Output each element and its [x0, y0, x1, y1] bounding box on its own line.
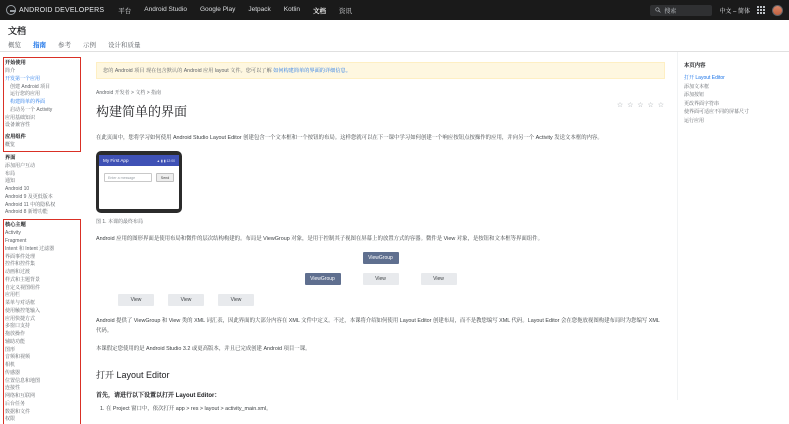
page-title: 文档	[8, 26, 27, 36]
top-right-group	[650, 5, 783, 16]
sidebar-item-intents[interactable]: Intent 和 Intent 过滤器	[5, 245, 55, 252]
notice-banner	[96, 62, 665, 79]
sidebar-item-permissions[interactable]: 权限	[5, 416, 16, 423]
sidebar-nav	[0, 52, 82, 423]
toc-heading: 本页内容	[684, 63, 706, 69]
language-selector[interactable]	[719, 6, 750, 15]
diagram-node-viewgroup: ViewGroup	[305, 273, 341, 285]
sidebar-heading-core-topics: 核心主题	[5, 222, 26, 229]
top-nav	[118, 6, 352, 15]
content-body	[0, 52, 789, 423]
doc-title: 构建简单的界面	[96, 104, 188, 119]
top-nav-android-studio[interactable]: Android Studio	[144, 5, 187, 13]
sidebar-group-core-topics	[5, 221, 79, 424]
diagram-node-view-c: View	[118, 294, 154, 306]
top-nav-jetpack[interactable]: Jetpack	[248, 5, 271, 13]
top-nav-news[interactable]: 资讯	[339, 7, 353, 15]
tab-samples[interactable]: 示例	[83, 42, 96, 49]
sidebar-item-drag-drop[interactable]: 拖放操作	[5, 331, 26, 337]
sidebar-item-run-app[interactable]: 运行您的应用	[10, 91, 41, 98]
sidebar-item-create-project[interactable]: 创建 Android 项目	[10, 83, 51, 90]
sidebar-item-sensors[interactable]: 传感器	[5, 369, 21, 376]
phone-body	[99, 166, 179, 189]
sidebar-item-animations[interactable]: 动画和过渡	[5, 269, 31, 275]
sidebar-item-activity[interactable]: Activity	[5, 230, 21, 237]
diagram-node-view-d: View	[168, 294, 204, 306]
diagram-node-view-a: View	[363, 273, 399, 285]
android-logo-icon	[6, 5, 16, 15]
toc-item-add-button[interactable]: 添加按钮	[684, 92, 705, 99]
sidebar-item-start-another-activity[interactable]: 启动另一个 Activity	[10, 106, 53, 113]
sidebar-item-network-internet[interactable]: 网络和互联网	[5, 393, 36, 399]
sidebar-item-graphics[interactable]: 图形	[5, 346, 16, 353]
sidebar-item-android-9-lower[interactable]: Android 9 及更低版本	[5, 193, 53, 200]
sidebar-item-fragment[interactable]: Fragment	[5, 238, 27, 244]
sidebar-item-notifications[interactable]: 通知	[5, 178, 16, 185]
message-input[interactable]: Enter a message	[104, 173, 152, 182]
rating-stars[interactable]: ☆ ☆ ☆ ☆ ☆	[616, 102, 665, 109]
tab-guides[interactable]: 指南	[33, 40, 46, 54]
sidebar-item-privacy-android-11[interactable]: Android 11 中的隐私权	[5, 201, 56, 208]
diagram-node-view-b: View	[421, 273, 457, 285]
sidebar-item-multi-window[interactable]: 多窗口支持	[5, 323, 31, 330]
sidebar-item-layouts[interactable]: 布局	[5, 170, 16, 177]
toc-item-run-app[interactable]: 运行应用	[684, 117, 705, 124]
figure-caption: 图 1. 本课的最终布局	[96, 219, 143, 226]
sidebar-item-app-fundamentals[interactable]: 应用基础知识	[5, 114, 36, 121]
toc-item-open-layout-editor[interactable]: 打开 Layout Editor	[684, 75, 725, 82]
global-topbar	[0, 0, 789, 20]
send-button[interactable]: Send	[156, 173, 174, 182]
phone-app-title: My First App	[103, 158, 129, 164]
tab-overview[interactable]: 概览	[8, 42, 21, 49]
paragraph-layout-editor: Android 提供了 ViewGroup 和 View 类的 XML 词汇表，因此界面的大部分内容在 XML 文件中定义。不过，本课将介绍如何使用 Layout Editor 创建布局，而不是教您编写 XML 代码。Layout Editor 会在您拖放视图构建布局时为您编写 XML 代码。	[96, 318, 660, 335]
top-nav-google-play[interactable]: Google Play	[199, 5, 236, 13]
sidebar-item-background-tasks[interactable]: 后台任务	[5, 400, 26, 407]
sidebar-item-components-overview[interactable]: 概览	[5, 142, 16, 149]
sidebar-item-accessibility[interactable]: 辅助功能	[5, 338, 26, 345]
sidebar-item-location-maps[interactable]: 位置信息和地图	[5, 377, 41, 384]
notice-text: 现在包含默认的 Android 应用 layout 文件。您可以了解	[145, 68, 272, 74]
sidebar-item-app-bar[interactable]: 应用栏	[5, 292, 21, 299]
intro-paragraph: 在此页面中，您将学习如何使用 Android Studio Layout Editor 创建包含一个文本框和一个按钮的布局。这样您就可以在下一课中学习如何创建一个响应按钮点按操作的应用，并向另一个 Activity 发送文本框的内容。	[96, 135, 603, 142]
phone-status-icons: ▲ ▮ ▮ 12:00	[156, 158, 175, 163]
sidebar-item-build-first-app[interactable]: 开发第一个应用	[5, 75, 41, 82]
sidebar-item-custom-views[interactable]: 自定义视图组件	[5, 284, 41, 291]
sidebar-item-stylus-input[interactable]: 使用触控笔输入	[5, 307, 41, 314]
steps-list	[96, 404, 665, 414]
tab-design-quality[interactable]: 设计和质量	[108, 42, 141, 49]
phone-screen	[99, 155, 179, 209]
sidebar-item-build-simple-ui[interactable]: 构建简单的界面	[10, 99, 46, 106]
sidebar-item-app-shortcuts[interactable]: 应用快捷方式	[5, 315, 36, 322]
sidebar-heading-get-started: 开始使用	[5, 60, 26, 66]
paragraph-view-hierarchy: Android 应用的图形界面是使用布局和微件的层次结构构建的。布局是 ViewGroup 对象，是用于控制其子视图在屏幕上的放置方式的容器。微件是 View 对象，是按钮和文本框等界面组件。	[96, 236, 543, 243]
sidebar-item-intro[interactable]: 简介	[5, 68, 16, 75]
top-nav-platform[interactable]: 平台	[118, 7, 132, 15]
notice-prefix: 您的 Android 项目	[103, 68, 145, 74]
sidebar-group-ui	[5, 154, 79, 217]
sidebar-item-connectivity[interactable]: 连接性	[5, 385, 21, 392]
language-label: 中文 – 简体	[719, 8, 750, 15]
title-row	[96, 99, 665, 128]
diagram-row-root	[96, 252, 665, 264]
top-nav-kotlin[interactable]: Kotlin	[283, 5, 301, 13]
view-hierarchy-diagram	[96, 252, 665, 306]
sidebar-group-get-started	[5, 59, 79, 150]
search-placeholder: 搜索	[664, 8, 677, 15]
brand-title: ANDROID DEVELOPERS	[19, 6, 105, 14]
phone-frame	[96, 151, 182, 213]
diagram-node-view-e: View	[218, 294, 254, 306]
toc-item-add-text-box[interactable]: 添加文本框	[684, 83, 710, 90]
search-icon	[655, 7, 661, 13]
sidebar-item-ui-events[interactable]: 界面事件处理	[5, 253, 36, 260]
figure-phone	[96, 151, 665, 213]
toc-item-adaptive-ui[interactable]: 使界面可适应不同的屏幕尺寸	[684, 109, 750, 116]
breadcrumb[interactable]: Android 开发者 > 文档 > 指南	[96, 90, 162, 96]
sidebar-item-camera[interactable]: 相机	[5, 362, 16, 368]
user-avatar[interactable]	[772, 5, 783, 16]
page-toc	[677, 52, 789, 400]
phone-appbar	[99, 155, 179, 166]
main-content	[82, 52, 677, 413]
sidebar-heading-app-components: 应用组件	[5, 134, 26, 141]
paragraph-prereq: 本课假定您使用的是 Android Studio 3.2 或更高版本，并且已完成创建 Android 项目一课。	[96, 346, 311, 353]
notice-link[interactable]: 如何构建简单的界面的详细信息。	[273, 68, 351, 74]
sidebar-item-widgets[interactable]: 控件和控件集	[5, 261, 36, 268]
search-input[interactable]	[650, 5, 712, 16]
brand-logo-group[interactable]	[6, 5, 104, 15]
diagram-row-level2	[96, 273, 665, 285]
sidebar-item-android-8-features[interactable]: Android 8 新增功能	[5, 209, 48, 216]
diagram-row-level3	[96, 294, 665, 306]
top-nav-docs[interactable]: 文档	[313, 7, 327, 15]
sidebar-item-data-files[interactable]: 数据和文件	[5, 408, 31, 415]
sidebar-item-android-10[interactable]: Android 10	[5, 186, 30, 193]
section-heading-open-layout-editor: 打开 Layout Editor	[96, 370, 170, 381]
docs-subheader	[0, 20, 789, 52]
apps-grid-icon[interactable]	[757, 6, 765, 14]
sidebar-item-menus-dialogs[interactable]: 菜单与对话框	[5, 300, 36, 306]
subheading-setup: 首先，请进行以下设置以打开 Layout Editor：	[96, 393, 221, 400]
sidebar-item-audio-video[interactable]: 音频和视频	[5, 354, 31, 361]
diagram-node-root: ViewGroup	[363, 252, 399, 264]
sidebar-item-styles-themes[interactable]: 样式和主题背景	[5, 276, 41, 283]
tab-reference[interactable]: 参考	[58, 42, 71, 49]
sidebar-heading-ui: 界面	[5, 154, 16, 161]
sidebar-item-add-interaction[interactable]: 添加用户互动	[5, 162, 36, 169]
sidebar-item-device-compat[interactable]: 设备兼容性	[5, 122, 31, 129]
step-item: 1. 在 Project 窗口中，依次打开 app > res > layout > activity_main.xml。	[106, 404, 665, 414]
toc-item-change-ui-strings[interactable]: 更改界面字符串	[684, 100, 720, 107]
